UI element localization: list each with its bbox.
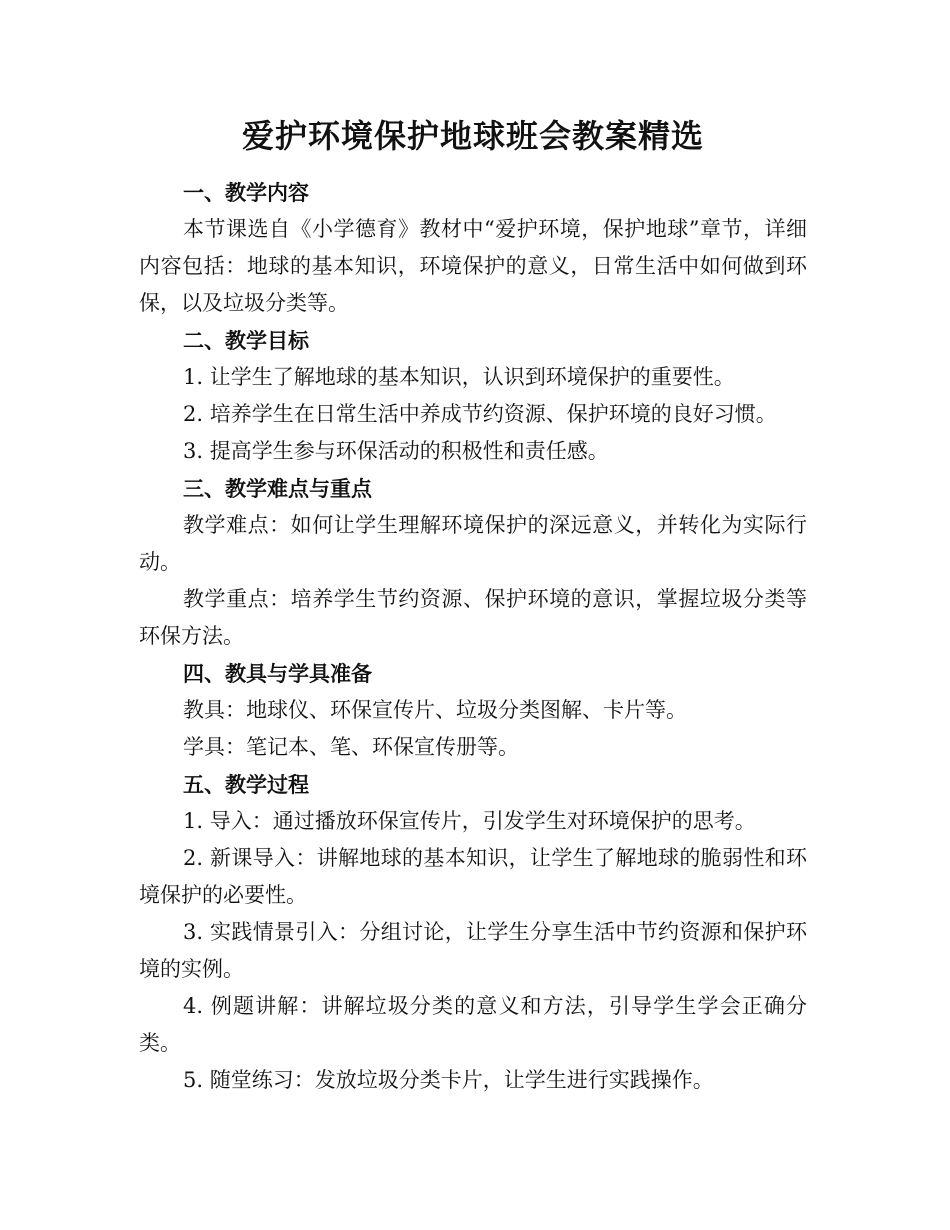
paragraph: 1. 导入：通过播放环保宣传片，引发学生对环境保护的思考。 — [183, 809, 756, 833]
document-title: 爱护环境保护地球班会教案精选 — [241, 117, 704, 155]
paragraph: 教学重点：培养学生节约资源、保护环境的意识，掌握垃圾分类等环保方法。 — [139, 587, 807, 648]
paragraph: 学具：笔记本、笔、环保宣传册等。 — [183, 735, 519, 759]
section-teaching-goals — [139, 322, 807, 470]
document-page — [139, 112, 807, 1099]
paragraph: 本节课选自《小学德育》教材中“爱护环境，保护地球”章节，详细内容包括：地球的基本知识，环境保护的意义，日常生活中如何做到环保，以及垃圾分类等。 — [139, 217, 807, 315]
paragraph: 3. 提高学生参与环保活动的积极性和责任感。 — [183, 439, 609, 463]
paragraph: 教具：地球仪、环保宣传片、垃圾分类图解、卡片等。 — [183, 698, 687, 722]
paragraph: 4. 例题讲解：讲解垃圾分类的意义和方法，引导学生学会正确分类。 — [139, 994, 807, 1055]
section-heading: 一、教学内容 — [183, 180, 309, 205]
section-heading: 三、教学难点与重点 — [183, 476, 372, 501]
paragraph: 1. 让学生了解地球的基本知识，认识到环境保护的重要性。 — [183, 365, 735, 389]
section-difficulties-and-focus — [139, 470, 807, 655]
section-heading: 五、教学过程 — [183, 772, 309, 797]
paragraph: 教学难点：如何让学生理解环境保护的深远意义，并转化为实际行动。 — [139, 513, 807, 574]
section-heading: 四、教具与学具准备 — [183, 661, 372, 686]
section-teaching-aids — [139, 655, 807, 766]
section-teaching-process — [139, 766, 807, 1099]
paragraph: 3. 实践情景引入：分组讨论，让学生分享生活中节约资源和保护环境的实例。 — [139, 920, 807, 981]
paragraph: 5. 随堂练习：发放垃圾分类卡片，让学生进行实践操作。 — [183, 1068, 714, 1092]
section-teaching-content — [139, 174, 807, 322]
section-heading: 二、教学目标 — [183, 328, 309, 353]
paragraph: 2. 新课导入：讲解地球的基本知识，让学生了解地球的脆弱性和环境保护的必要性。 — [139, 846, 807, 907]
paragraph: 2. 培养学生在日常生活中养成节约资源、保护环境的良好习惯。 — [183, 402, 777, 426]
